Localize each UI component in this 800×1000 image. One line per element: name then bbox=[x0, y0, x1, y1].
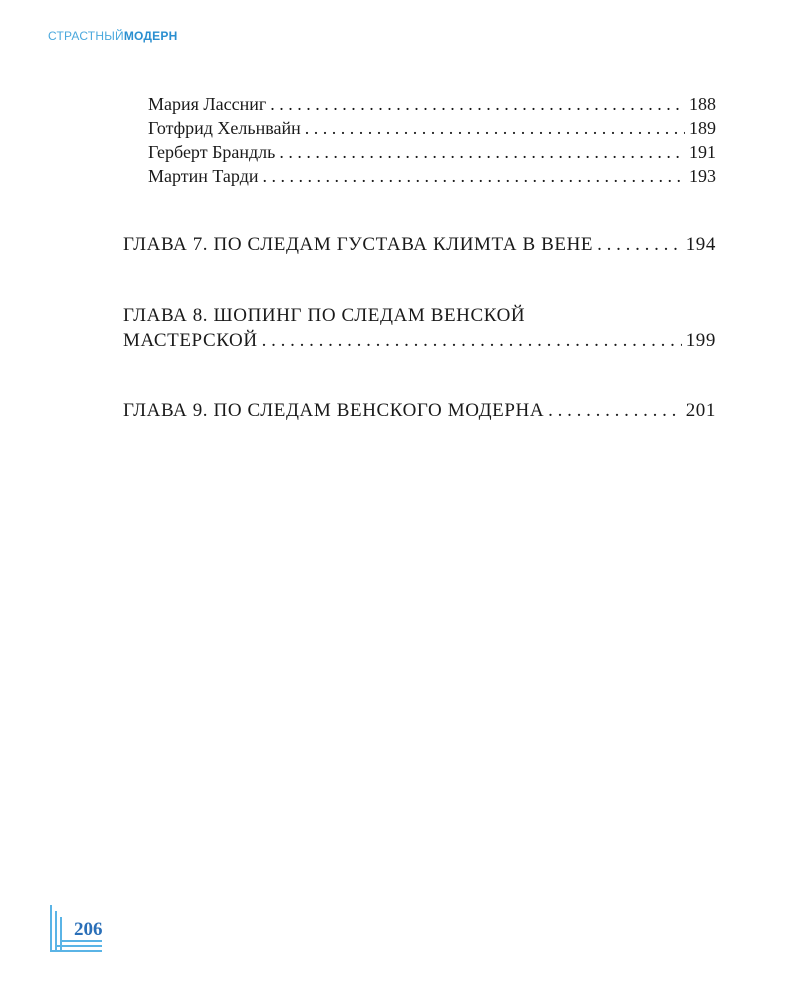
dot-leader bbox=[305, 118, 685, 139]
toc-subentry bbox=[148, 118, 716, 139]
page-number: 206 bbox=[74, 919, 103, 940]
toc-subentry bbox=[148, 94, 716, 115]
toc-chapter-page: 199 bbox=[685, 330, 716, 351]
toc-subentry bbox=[148, 142, 716, 163]
dot-leader bbox=[262, 330, 682, 352]
toc-entry-title: Мартин Тарди bbox=[148, 166, 259, 186]
running-head-subtitle: МОДЕРН bbox=[123, 29, 178, 43]
toc-entry-title: Мария Лассниг bbox=[148, 94, 267, 114]
toc-chapter-page: 201 bbox=[685, 400, 716, 421]
toc-chapter-page: 194 bbox=[685, 234, 716, 255]
toc-chapter-title: ГЛАВА 7. ПО СЛЕДАМ ГУСТАВА КЛИМТА В ВЕНЕ bbox=[123, 234, 594, 255]
toc-subentry bbox=[148, 166, 716, 187]
toc-chapter bbox=[123, 400, 716, 422]
toc-entry-title: Герберт Брандль bbox=[148, 142, 276, 162]
running-head-title: СТРАСТНЫЙ bbox=[48, 29, 124, 43]
toc-entry-page: 193 bbox=[689, 166, 716, 186]
toc-entry-page: 191 bbox=[689, 142, 716, 162]
dot-leader bbox=[270, 94, 685, 115]
toc-chapter-title-line2: МАСТЕРСКОЙ bbox=[123, 330, 258, 351]
toc-chapter-title: ГЛАВА 9. ПО СЛЕДАМ ВЕНСКОГО МОДЕРНА bbox=[123, 400, 545, 421]
toc-entry-page: 189 bbox=[689, 118, 716, 138]
dot-leader bbox=[262, 166, 685, 187]
toc-chapter bbox=[123, 330, 716, 352]
toc-chapter-title-line1: ГЛАВА 8. ШОПИНГ ПО СЛЕДАМ ВЕНСКОЙ bbox=[123, 305, 526, 326]
toc-chapter bbox=[123, 234, 716, 256]
dot-leader bbox=[548, 400, 682, 422]
dot-leader bbox=[597, 234, 682, 256]
toc-entry-title: Готфрид Хельнвайн bbox=[148, 118, 301, 138]
toc-entry-page: 188 bbox=[689, 94, 716, 114]
running-head bbox=[48, 29, 177, 43]
dot-leader bbox=[279, 142, 685, 163]
